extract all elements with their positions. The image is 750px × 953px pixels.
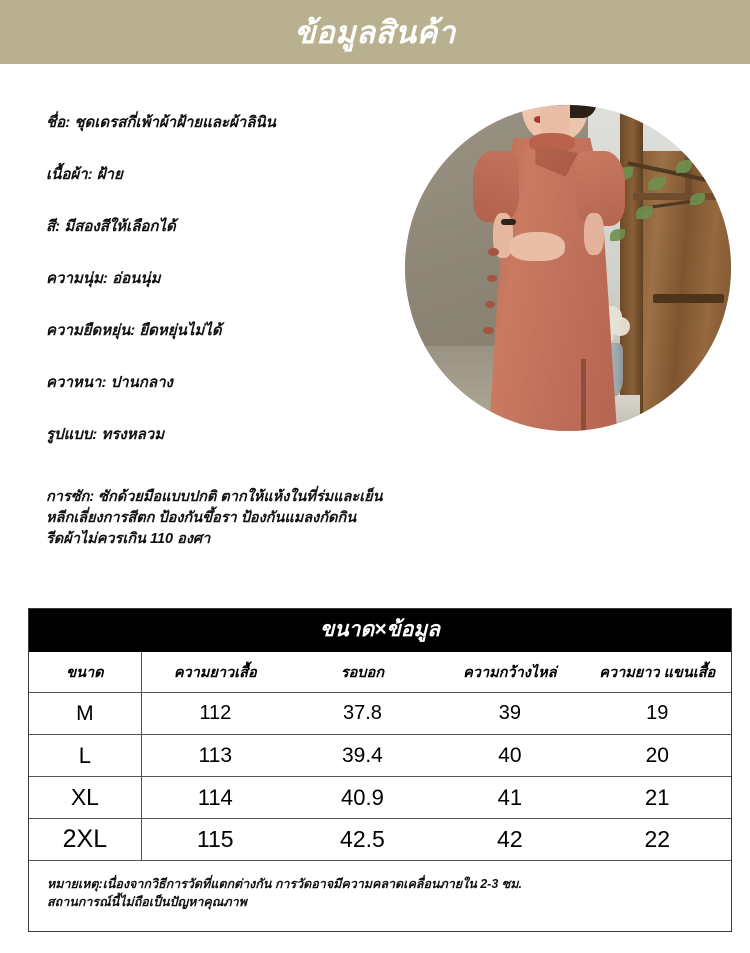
cell-length: 113 xyxy=(141,735,288,777)
photo-scene xyxy=(405,105,731,431)
frog-button-icon xyxy=(483,327,493,335)
spec-item-fabric: เนื้อผ้า: ฝ้าย xyxy=(46,166,123,183)
cell-size: L xyxy=(29,735,141,777)
model-figure xyxy=(405,105,731,431)
table-row xyxy=(29,693,731,735)
bracelet-icon xyxy=(501,219,516,225)
cell-size: XL xyxy=(29,777,141,819)
column-header-length: ความยาวเสื้อ xyxy=(141,652,288,693)
product-photo-dress xyxy=(405,105,731,431)
spec-item-color: สี: มีสองสีให้เลือกได้ xyxy=(46,218,176,235)
table-header-row xyxy=(29,652,731,693)
cell-size: M xyxy=(29,693,141,735)
spec-item-softness: ความนุ่ม: อ่อนนุ่ม xyxy=(46,270,161,287)
cell-sleeve: 20 xyxy=(584,735,731,777)
cell-shoulder: 42 xyxy=(436,819,583,861)
frog-button-icon xyxy=(488,248,498,256)
dress-side-slit xyxy=(581,359,586,431)
cell-length: 115 xyxy=(141,819,288,861)
care-instructions xyxy=(46,487,466,550)
cell-sleeve: 19 xyxy=(584,693,731,735)
table-row xyxy=(29,819,731,861)
cell-shoulder: 39 xyxy=(436,693,583,735)
size-chart-table xyxy=(29,652,731,861)
spec-item-thickness: ควาหนา: ปานกลาง xyxy=(46,374,173,391)
cell-bust: 42.5 xyxy=(289,819,436,861)
cell-sleeve: 21 xyxy=(584,777,731,819)
spec-item-elasticity: ความยืดหยุ่น: ยืดหยุ่นไม่ได้ xyxy=(46,322,222,339)
column-header-sleeve: ความยาว แขนเสื้อ xyxy=(584,652,731,693)
dress-sleeve-left xyxy=(473,151,519,223)
column-header-shoulder: ความกว้างไหล่ xyxy=(436,652,583,693)
table-row xyxy=(29,777,731,819)
cell-sleeve: 22 xyxy=(584,819,731,861)
cell-bust: 37.8 xyxy=(289,693,436,735)
cell-shoulder: 41 xyxy=(436,777,583,819)
table-row xyxy=(29,735,731,777)
cell-length: 114 xyxy=(141,777,288,819)
dress-sleeve-right xyxy=(576,151,625,226)
care-line-2: หลีกเลี่ยงการสีตก ป้องกันขึ้อรา ป้องกันแมลงกัดกิน xyxy=(46,510,357,526)
frog-button-icon xyxy=(485,301,495,309)
cell-bust: 39.4 xyxy=(289,735,436,777)
column-header-bust: รอบอก xyxy=(289,652,436,693)
model-arm-right xyxy=(584,213,604,255)
page-title: ข้อมูลสินค้า xyxy=(294,14,456,50)
cell-size: 2XL xyxy=(29,819,141,861)
note-line-2: สถานการณ์นี้ไม่ถือเป็นปัญหาคุณภาพ xyxy=(47,895,247,909)
spec-item-name: ชื่อ: ชุดเดรสกี่เพ้าผ้าฝ้ายและผ้าลินิน xyxy=(46,114,276,131)
note-line-1: หมายเหตุ:เนื่องจากวิธีการวัดที่แตกต่างกัน การวัดอาจมีความคลาดเคลื่อนภายใน 2-3 ซม. xyxy=(47,877,522,891)
spec-item-fit: รูปแบบ: ทรงหลวม xyxy=(46,426,165,443)
cell-bust: 40.9 xyxy=(289,777,436,819)
size-chart xyxy=(28,608,732,932)
product-spec-list xyxy=(46,112,386,476)
care-line-3: รีดผ้าไม่ควรเกิน 110 องศา xyxy=(46,531,211,547)
frog-button-icon xyxy=(487,275,497,283)
measurement-note xyxy=(29,861,731,931)
cell-length: 112 xyxy=(141,693,288,735)
care-line-1: การซัก: ซักด้วยมือแบบปกติ ตากให้แห้งในที่ร่มและเย็น xyxy=(46,489,383,505)
size-chart-title: ขนาด×ข้อมูล xyxy=(29,609,731,652)
page-header-banner xyxy=(0,0,750,64)
model-hands xyxy=(509,232,564,261)
cell-shoulder: 40 xyxy=(436,735,583,777)
column-header-size: ขนาด xyxy=(29,652,141,693)
